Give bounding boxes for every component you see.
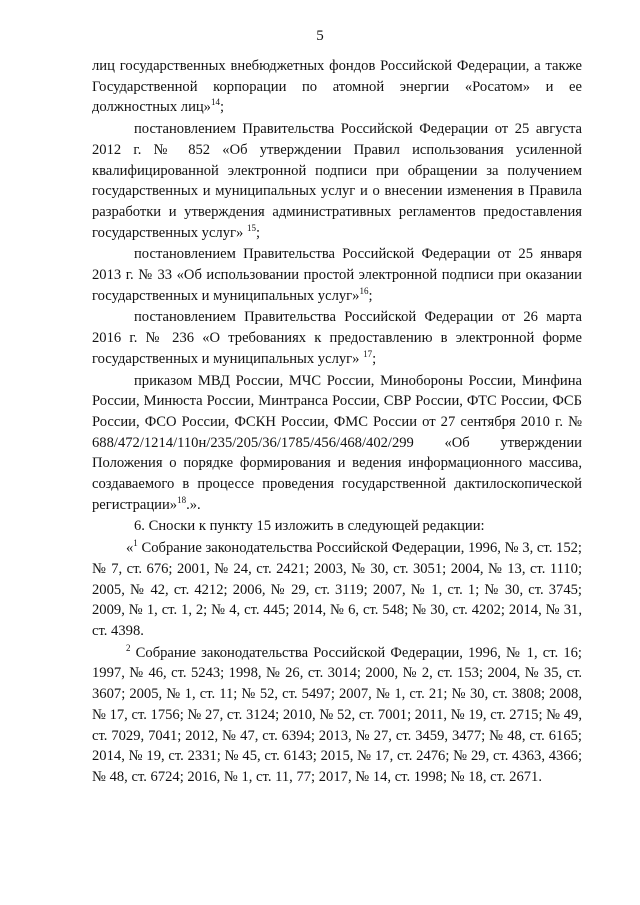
paragraph-text: постановлением Правительства Российской Федерации от 25 августа 2012 г. № 852 «Об утверждении Правил использования усиленной квалифицированной электронной подписи при обращении за получением государственных и муниципальных услуг и о внесении изменения в Правила разработки и утверждения административных регламентов предоставления государственных услуг» xyxy=(92,121,582,241)
paragraph xyxy=(92,119,582,243)
footnote-paragraph xyxy=(92,538,582,642)
paragraph-text: лиц государственных внебюджетных фондов Российской Федерации, а также Государственной корпорации по атомной энергии «Росатом» и ее должностных лиц» xyxy=(92,58,582,116)
paragraph-text: « xyxy=(126,540,134,557)
footnote-marker: 2 xyxy=(126,642,131,653)
paragraph xyxy=(92,516,582,537)
paragraph xyxy=(92,307,582,369)
footnote-marker: 14 xyxy=(210,97,220,108)
footnote-paragraph xyxy=(92,643,582,788)
paragraph xyxy=(92,244,582,306)
footnote-marker: 1 xyxy=(133,538,138,549)
paragraph-text: ; xyxy=(219,99,225,116)
paragraph-text: ; xyxy=(372,350,377,367)
paragraph-text: постановлением Правительства Российской Федерации от 25 января 2013 г. № 33 «Об использовании простой электронной подписи при оказании государственных и муниципальных услуг» xyxy=(92,246,582,304)
footnote-marker: 18 xyxy=(177,494,187,505)
paragraph-text: 6. Сноски к пункту 15 изложить в следующей редакции: xyxy=(134,518,485,535)
paragraph-text: приказом МВД России, МЧС России, Минобороны России, Минфина России, Минюста России, Минтранса России, СВР России, ФТС России, ФСБ России, ФСО России, ФСКН России, ФМС России от 27 сентября 2010 г. № 688/472/1214/110н/235/205/36/1785/456/468/402/299 «Об утверждении Положения о порядке формирования и ведения информационного массива, создаваемого в процессе проведения государственной дактилоскопической регистрации» xyxy=(92,372,582,513)
paragraph xyxy=(92,371,582,516)
footnote-marker: 16 xyxy=(359,285,369,296)
footnote-marker: 17 xyxy=(363,348,373,359)
footnote-marker: 15 xyxy=(246,222,256,233)
paragraph xyxy=(92,56,582,118)
paragraph-text: Собрание законодательства Российской Федерации, 1996, № 3, ст. 152; № 7, ст. 676; 2001, № 24, ст. 2421; 2003, № 30, ст. 3051; 2004, № 13, ст. 1110; 2005, № 42, ст. 4212; 2006, № 29, ст. 3119; 2007, № 1, ст. 1; № 30, ст. 3745; 2009, № 1, ст. 1, 2; № 4, ст. 445; 2014, № 6, ст. 548; № 30, ст. 4202; 2014, № 31, ст. 4398. xyxy=(92,540,582,639)
page-number: 5 xyxy=(316,28,324,44)
paragraph-text: ; xyxy=(368,287,373,304)
paragraph-text: ; xyxy=(255,224,260,241)
document-body xyxy=(92,56,582,788)
paragraph-text: Собрание законодательства Российской Федерации, 1996, № 1, ст. 16; 1997, № 46, ст. 5243; 1998, № 26, ст. 3014; 2000, № 2, ст. 153; 2004, № 35, ст. 3607; 2005, № 1, ст. 11; № 52, ст. 5497; 2007, № 1, ст. 21; № 30, ст. 3808; 2008, № 17, ст. 1756; № 27, ст. 3124; 2010, № 52, ст. 7001; 2011, № 19, ст. 2715; № 49, ст. 7029, 7041; 2012, № 47, ст. 6394; 2013, № 27, ст. 3459, 3477; № 48, ст. 6165; 2014, № 19, ст. 2331; № 45, ст. 6143; 2015, № 17, ст. 2476; № 29, ст. 4363, 4366; № 48, ст. 6724; 2016, № 1, ст. 11, 77; 2017, № 14, ст. 1998; № 18, ст. 2671. xyxy=(92,644,582,785)
paragraph-text: .». xyxy=(186,496,201,513)
paragraph-text: постановлением Правительства Российской Федерации от 26 марта 2016 г. № 236 «О требованиях к предоставлению в электронной форме государственных и муниципальных услуг» xyxy=(92,309,582,367)
